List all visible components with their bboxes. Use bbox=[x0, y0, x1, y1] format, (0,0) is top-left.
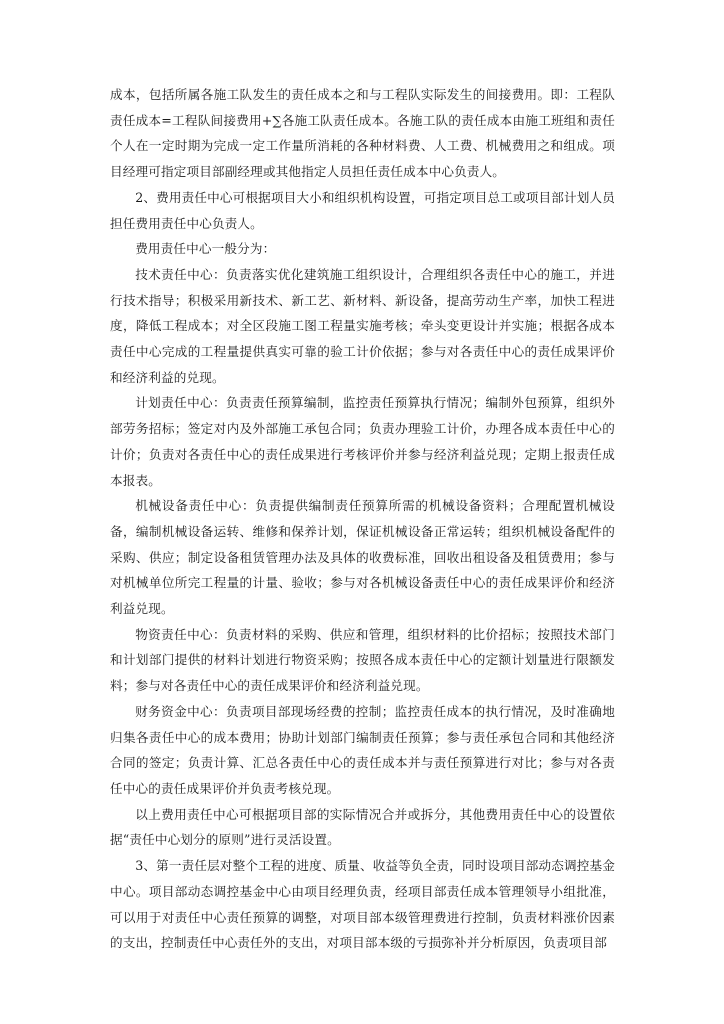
paragraph-cost-center-types: 费用责任中心一般分为： bbox=[135, 241, 276, 257]
paragraph-technical-center: 技术责任中心：负责落实优化建筑施工组织设计，合理组织各责任中心的施工，并进行技术指导；积极采用新技术、新工艺、新材料、新设备，提高劳动生产率，加快工程进度，降低工程成本；对全区段施工图工程量实施考核；牵头变更设计并实施；根据各成本责任中心完成的工程量提供真实可靠的验工计价依据；参与对各责任中心的责任成果评价和经济利益的兑现。 bbox=[110, 266, 615, 385]
paragraph-merge-split-note: 以上费用责任中心可根据项目部的实际情况合并或拆分，其他费用责任中心的设置依据“责任中心划分的原则”进行灵活设置。 bbox=[110, 806, 615, 848]
paragraph-finance-center: 财务资金中心：负责项目部现场经费的控制；监控责任成本的执行情况，及时准确地归集各责任中心的成本费用；协助计划部门编制责任预算；参与责任承包合同和其他经济合同的签定；负责计算、汇总各责任中心的责任成本并与责任预算进行对比；参与对各责任中心的责任成果评价并负责考核兑现。 bbox=[110, 703, 615, 796]
paragraph-machinery-center: 机械设备责任中心：负责提供编制责任预算所需的机械设备资料；合理配置机械设备，编制机械设备运转、维修和保养计划，保证机械设备正常运转；组织机械设备配件的采购、供应；制定设备租赁管理办法及具体的收费标准，回收出租设备及租赁费用；参与对机械单位所完工程量的计量、验收；参与对各机械设备责任中心的责任成果评价和经济利益兑现。 bbox=[110, 498, 615, 617]
paragraph-materials-center: 物资责任中心：负责材料的采购、供应和管理，组织材料的比价招标；按照技术部门和计划部门提供的材料计划进行物资采购；按照各成本责任中心的定额计划量进行限额发料；参与对各责任中心的责任成果评价和经济利益兑现。 bbox=[110, 626, 615, 694]
paragraph-planning-center: 计划责任中心：负责责任预算编制，监控责任预算执行情况；编制外包预算，组织外部劳务招标；签定对内及外部施工承包合同；负责办理验工计价，办理各成本责任中心的计价；负责对各责任中心的责任成果进行考核评价并参与经济利益兑现；定期上报责任成本报表。 bbox=[110, 395, 615, 488]
document-body bbox=[110, 82, 615, 956]
paragraph-cost-center: 2、费用责任中心可根据项目大小和组织机构设置，可指定项目总工或项目部计划人员担任费用责任中心负责人。 bbox=[110, 189, 615, 231]
paragraph-continuation: 成本，包括所属各施工队发生的责任成本之和与工程队实际发生的间接费用。即：工程队责任成本=工程队间接费用+∑各施工队责任成本。各施工队的责任成本由施工班组和责任个人在一定时期为完成一定工作量所消耗的各种材料费、人工费、机械费用之和组成。项目经理可指定项目部副经理或其他指定人员担任责任成本中心负责人。 bbox=[110, 87, 615, 180]
paragraph-first-responsibility-layer: 3、第一责任层对整个工程的进度、质量、收益等负全责，同时设项目部动态调控基金中心。项目部动态调控基金中心由项目经理负责，经项目部责任成本管理领导小组批准，可以用于对责任中心责任预算的调整，对项目部本级管理费进行控制，负责材料涨价因素的支出，控制责任中心责任外的支出，对项目部本级的亏损弥补并分析原因，负责项目部 bbox=[110, 858, 615, 951]
